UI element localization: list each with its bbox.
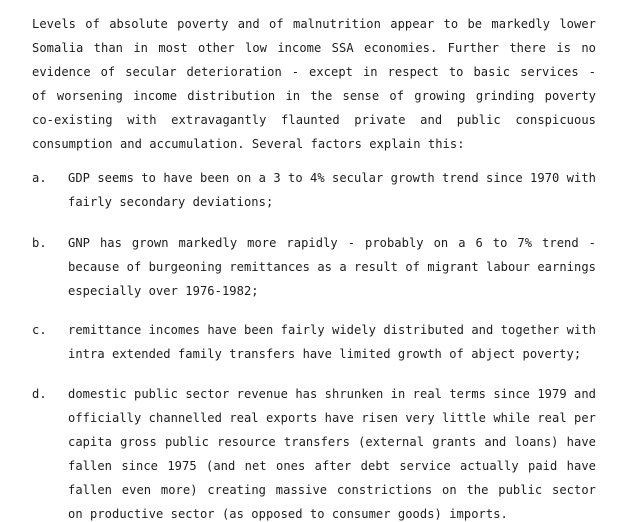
item-d-line-3: capita gross public resource transfers (external grants and loans) have [68, 435, 596, 449]
intro-line-2: Somalia than in most other low income SSA economies. Further there is no [32, 41, 596, 55]
item-b-line-2: because of burgeoning remittances as a result of migrant labour earnings [68, 260, 596, 274]
intro-line-1: Levels of absolute poverty and of malnutrition appear to be markedly lower [32, 17, 596, 31]
item-marker-b: b. [32, 236, 47, 250]
item-d-line-5: fallen even more) creating massive constrictions on the public sector [68, 483, 596, 497]
item-a-line-2: fairly secondary deviations; [68, 195, 274, 209]
item-b-line-3: especially over 1976-1982; [68, 284, 259, 298]
item-d-line-2: officially channelled real exports have risen very little while real per [68, 411, 596, 425]
item-b-line-1: GNP has grown markedly more rapidly - probably on a 6 to 7% trend - [68, 236, 596, 250]
intro-line-6: consumption and accumulation. Several factors explain this: [32, 137, 465, 151]
intro-line-3: evidence of secular deterioration - except in respect to basic services - [32, 65, 596, 79]
item-d-line-1: domestic public sector revenue has shrunken in real terms since 1979 and [68, 387, 596, 401]
item-d-line-4: fallen since 1975 (and net ones after debt service actually paid have [68, 459, 596, 473]
item-marker-a: a. [32, 171, 47, 185]
intro-line-4: of worsening income distribution in the sense of growing grinding poverty [32, 89, 596, 103]
intro-line-5: co-existing with extravagantly flaunted private and public conspicuous [32, 113, 596, 127]
item-c-line-2: intra extended family transfers have limited growth of abject poverty; [68, 347, 582, 361]
item-marker-c: c. [32, 323, 47, 337]
item-c-line-1: remittance incomes have been fairly widely distributed and together with [68, 323, 596, 337]
item-marker-d: d. [32, 387, 47, 401]
item-d-line-6: on productive sector (as opposed to consumer goods) imports. [68, 507, 508, 521]
item-a-line-1: GDP seems to have been on a 3 to 4% secular growth trend since 1970 with [68, 171, 596, 185]
